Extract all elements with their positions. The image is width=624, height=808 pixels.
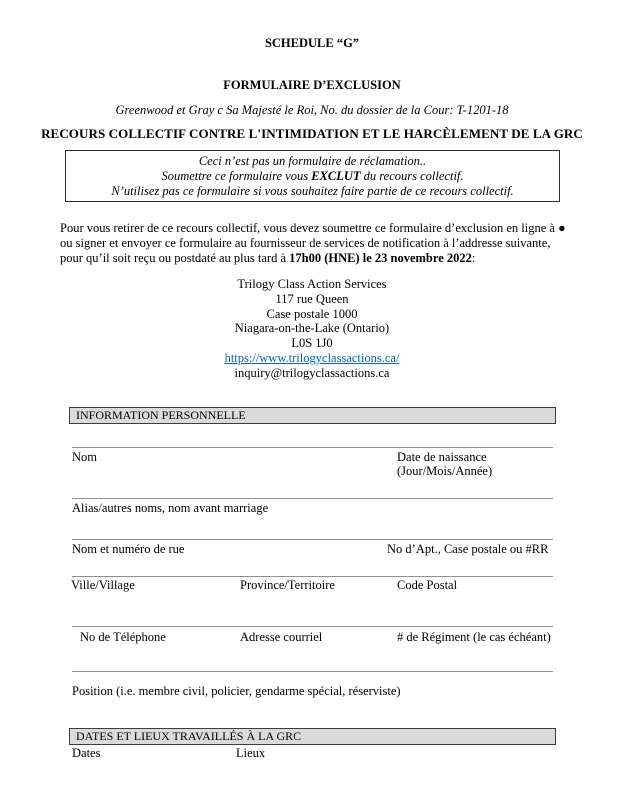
street-apt-field-line [72,539,553,540]
label-position: Position (i.e. membre civil, policier, gendarme spécial, réserviste) [72,684,401,698]
label-regiment: # de Régiment (le cas échéant) [397,630,551,644]
notice-box [65,150,560,202]
intro-paragraph [60,221,566,266]
label-street: Nom et numéro de rue [72,542,185,556]
address-po-box: Case postale 1000 [266,306,358,321]
schedule-title: SCHEDULE “G” [264,36,360,50]
label-email: Adresse courriel [240,630,323,644]
intro-line-2: ou signer et envoyer ce formulaire au fournisseur de services de notification à l’addresse suivante, [60,236,551,250]
position-field-line [72,671,553,672]
phone-email-regiment-field-line [72,626,553,627]
case-caption: Greenwood et Gray c Sa Majesté le Roi, No. du dossier de la Cour: T-1201-18 [115,103,509,117]
class-action-title: RECOURS COLLECTIF CONTRE L'INTIMIDATION ET LE HARCÈLEMENT DE LA GRC [41,126,583,141]
intro-line-3-suffix: : [471,251,476,265]
address-city: Niagara-on-the-Lake (Ontario) [234,321,390,336]
address-postal-code: L0S 1J0 [291,336,333,351]
intro-line-3-prefix: pour qu’il soit reçu ou postdaté au plus tard à [60,251,290,265]
notice-line-2-bold: EXCLUT [311,168,361,183]
label-lieux: Lieux [236,746,266,760]
notice-line-3: N’utilisez pas ce formulaire si vous souhaitez faire partie de ce recours collectif. [111,183,514,198]
address-street: 117 rue Queen [275,291,349,306]
alias-field-line [72,498,553,499]
label-province: Province/Territoire [240,578,335,592]
deadline-text: 17h00 (HNE) le 23 novembre 2022 [289,251,472,265]
contact-email: inquiry@trilogyclassactions.ca [234,365,390,380]
section-header-personal-info [69,407,556,424]
label-nom: Nom [72,450,97,464]
label-dob-format: (Jour/Mois/Année) [397,464,493,478]
intro-line-3 [60,251,566,266]
form-title: FORMULAIRE D’EXCLUSION [223,78,401,92]
label-apt: No d’Apt., Case postale ou #RR [387,542,549,556]
label-date-de-naissance: Date de naissance [397,450,487,464]
notice-line-2-prefix: Soumettre ce formulaire vous [161,168,312,183]
city-province-postal-field-line [72,576,553,577]
notice-line-1: Ceci n’est pas un formulaire de réclamation.. [198,154,427,168]
mailing-address [0,277,624,381]
intro-line-1: Pour vous retirer de ce recours collectif, vous devez soumettre ce formulaire d’exclusion en ligne à ● [60,221,566,235]
section-header-work-history [69,728,556,745]
label-city: Ville/Village [71,578,135,592]
label-dates: Dates [72,746,101,760]
label-alias: Alias/autres noms, nom avant marriage [72,501,269,515]
notice-line-2-suffix: du recours collectif. [360,168,464,183]
website-link[interactable]: https://www.trilogyclassactions.ca/ [224,350,400,365]
notice-line-2 [66,169,559,184]
address-org: Trilogy Class Action Services [237,277,387,291]
section-header-personal-info-label: INFORMATION PERSONNELLE [76,408,246,422]
website-link-row [0,351,624,366]
section-header-work-history-label: DATES ET LIEUX TRAVAILLÉS À LA GRC [76,729,302,743]
label-postal-code: Code Postal [397,578,458,592]
label-phone: No de Téléphone [80,630,166,644]
name-dob-field-line [72,447,553,448]
